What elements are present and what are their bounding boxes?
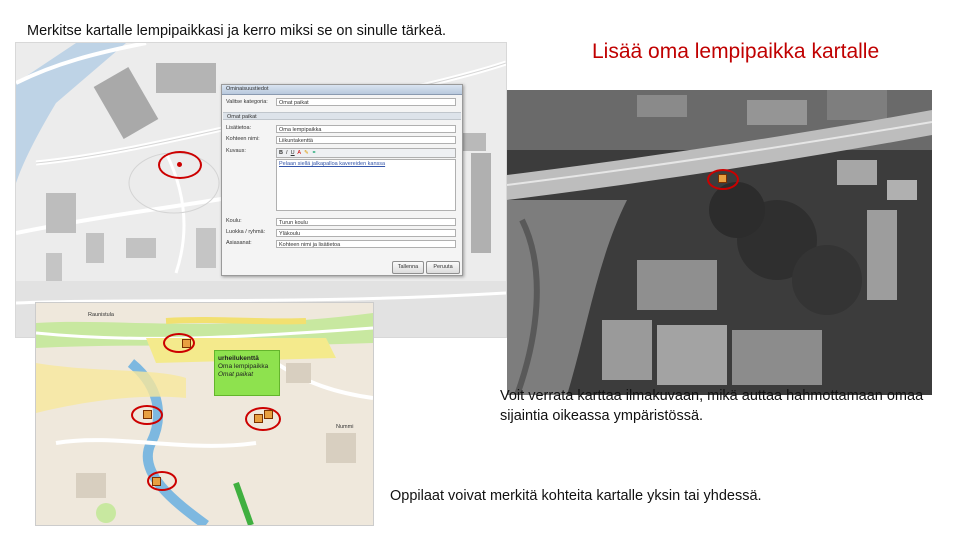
- category-select[interactable]: Omat paikat: [276, 98, 456, 106]
- target-input[interactable]: Liikuntakenttä: [276, 136, 456, 144]
- target-label: Kohteen nimi:: [226, 136, 260, 142]
- link-icon[interactable]: ⚭: [311, 150, 317, 156]
- map-place-label: Raunistula: [88, 312, 114, 318]
- place-marker-icon[interactable]: [264, 410, 273, 419]
- name-input[interactable]: Oma lempipaikka: [276, 125, 456, 133]
- place-popup[interactable]: [214, 350, 280, 396]
- aerial-image: [507, 90, 932, 395]
- font-color-icon[interactable]: A: [297, 150, 302, 156]
- save-button[interactable]: Tallenna: [392, 261, 424, 274]
- place-marker-icon[interactable]: [152, 477, 161, 486]
- place-marker-icon[interactable]: [254, 414, 263, 423]
- description-label: Kuvaus:: [226, 148, 246, 154]
- name-label: Lisätietoa:: [226, 125, 252, 131]
- popup-title: urheilukenttä: [218, 355, 259, 362]
- place-marker-icon[interactable]: [177, 162, 182, 167]
- dialog-title: Ominaisuustiedot: [222, 85, 462, 95]
- tags-label: Asiasanat:: [226, 240, 252, 246]
- slide-title: Lisää oma lempipaikka kartalle: [592, 40, 880, 63]
- marker-highlight-circle: [245, 407, 281, 431]
- highlight-icon[interactable]: ✎: [304, 150, 309, 156]
- class-select[interactable]: Yläkoulu: [276, 229, 456, 237]
- place-marker-icon[interactable]: [143, 410, 152, 419]
- italic-button[interactable]: I: [286, 150, 288, 156]
- city-map-background: [36, 303, 373, 525]
- bottom-caption: Oppilaat voivat merkitä kohteita kartalle yksin tai yhdessä.: [390, 488, 762, 504]
- popup-subtitle: Oma lempipaikka: [218, 363, 269, 370]
- aerial-photo: [507, 90, 932, 395]
- school-label: Koulu:: [226, 218, 242, 224]
- map-place-label: Nummi: [336, 424, 354, 430]
- section-header: Omat paikat: [223, 112, 461, 120]
- school-select[interactable]: Turun koulu: [276, 218, 456, 226]
- popup-category: Omat paikat: [218, 371, 254, 378]
- underline-button[interactable]: U: [290, 150, 295, 156]
- text-formatting-toolbar[interactable]: [276, 148, 456, 158]
- place-marker-icon[interactable]: [718, 174, 727, 183]
- tags-input[interactable]: Kohteen nimi ja lisätietoa: [276, 240, 456, 248]
- place-marker-icon[interactable]: [182, 339, 191, 348]
- category-label: Valitse kategoria:: [226, 99, 268, 105]
- class-label: Luokka / ryhmä:: [226, 229, 266, 235]
- feature-properties-dialog: [221, 84, 463, 276]
- cancel-button[interactable]: Peruuta: [426, 261, 460, 274]
- aerial-caption: Voit verrata karttaa ilmakuvaan, mikä auttaa hahmottamaan omaa sijaintia oikeassa ympäristössä.: [500, 388, 924, 424]
- bold-button[interactable]: B: [279, 150, 283, 156]
- city-map: [35, 302, 374, 526]
- instruction-text: Merkitse kartalle lempipaikkasi ja kerro miksi se on sinulle tärkeä.: [27, 23, 447, 39]
- description-textarea[interactable]: Pelaan siellä jalkapalloa kavereiden kanssa: [276, 159, 456, 211]
